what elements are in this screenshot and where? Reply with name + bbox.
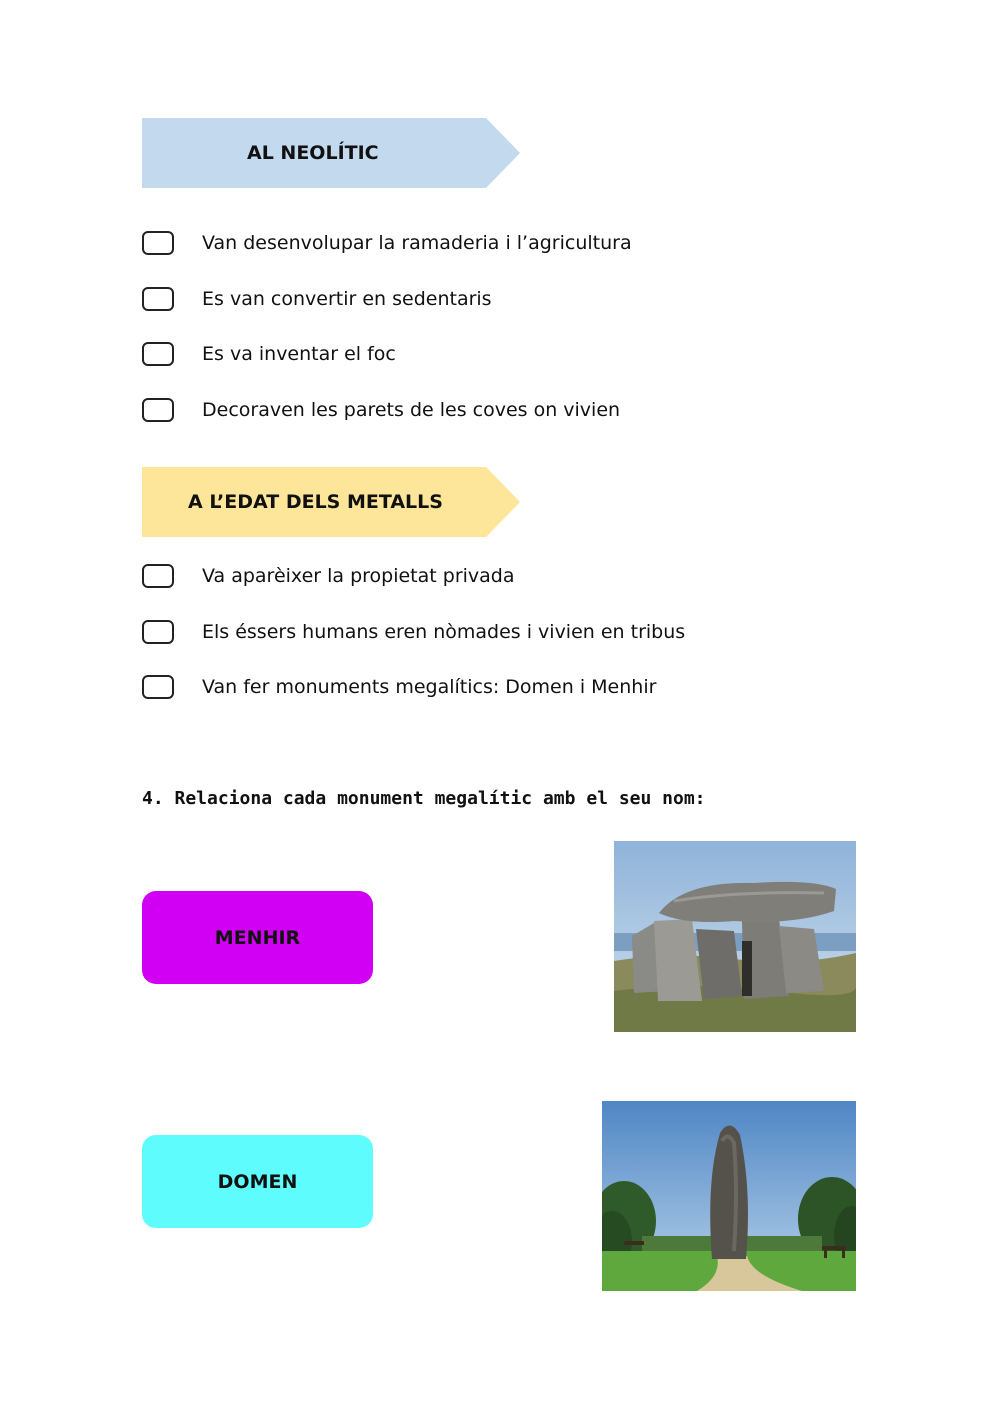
banner-neolitic-title: AL NEOLÍTIC [247, 142, 379, 164]
menhir-illustration [602, 1101, 856, 1291]
checkbox-neolitic-4[interactable] [142, 398, 174, 422]
card-menhir[interactable]: MENHIR [142, 891, 373, 984]
card-domen[interactable]: DOMEN [142, 1135, 373, 1228]
dolmen-illustration [614, 841, 856, 1032]
menhir-photo[interactable] [602, 1101, 856, 1291]
banner-edat-metalls-title: A L’EDAT DELS METALLS [188, 491, 443, 513]
checkbox-neolitic-2[interactable] [142, 287, 174, 311]
option-neolitic-2: Es van convertir en sedentaris [202, 288, 492, 310]
checkbox-metalls-2[interactable] [142, 620, 174, 644]
option-metalls-2: Els éssers humans eren nòmades i vivien en tribus [202, 621, 686, 643]
checkbox-metalls-3[interactable] [142, 675, 174, 699]
dolmen-photo[interactable] [614, 841, 856, 1032]
question-4: 4. Relaciona cada monument megalític amb el seu nom: [142, 788, 706, 809]
banner-neolitic [142, 118, 522, 188]
checkbox-metalls-1[interactable] [142, 564, 174, 588]
option-metalls-3: Van fer monuments megalítics: Domen i Menhir [202, 676, 657, 698]
option-metalls-1: Va aparèixer la propietat privada [202, 565, 515, 587]
banner-edat-metalls [142, 467, 522, 537]
checkbox-neolitic-1[interactable] [142, 231, 174, 255]
option-neolitic-4: Decoraven les parets de les coves on vivien [202, 399, 621, 421]
checkbox-neolitic-3[interactable] [142, 342, 174, 366]
option-neolitic-3: Es va inventar el foc [202, 343, 396, 365]
option-neolitic-1: Van desenvolupar la ramaderia i l’agricultura [202, 232, 632, 254]
